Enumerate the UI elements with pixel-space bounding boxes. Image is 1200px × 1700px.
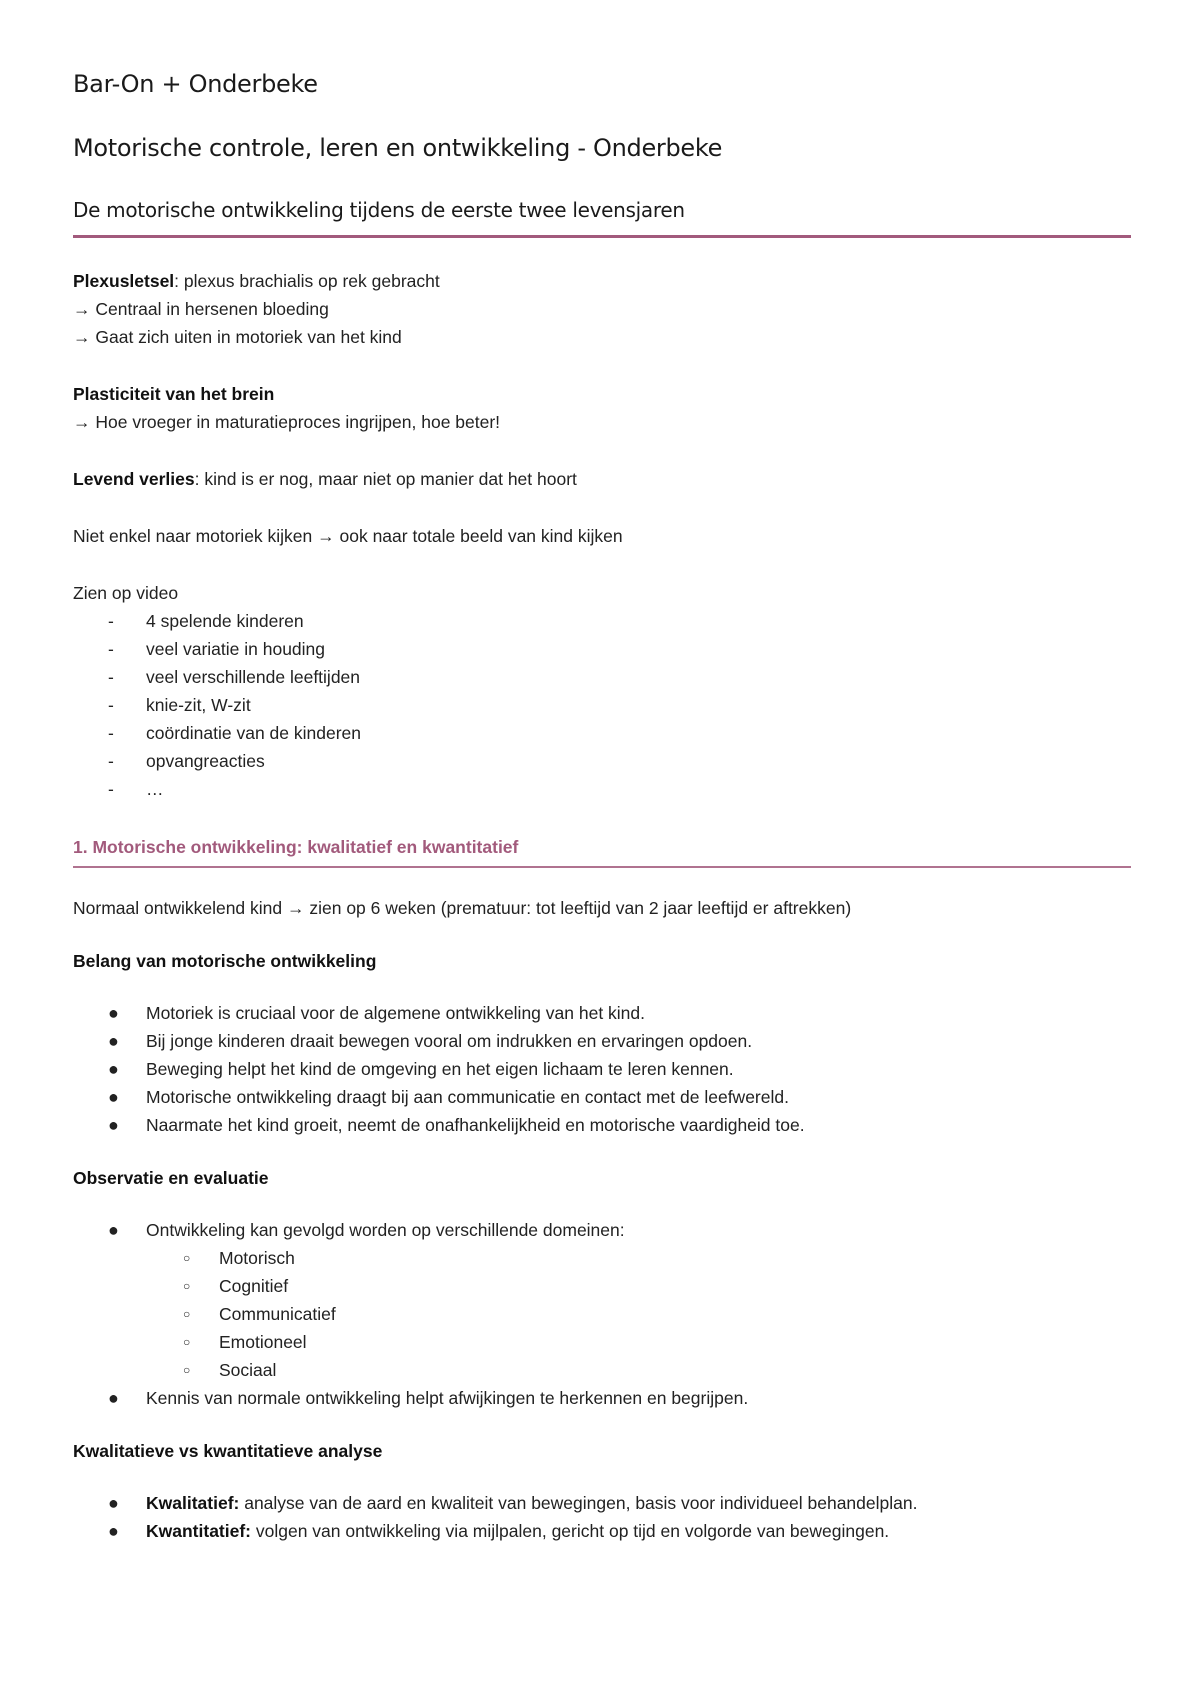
dash-marker: - <box>108 611 114 631</box>
dash-marker: - <box>108 667 114 687</box>
levend-verlies-text: : kind is er nog, maar niet op manier dat het hoort <box>194 469 577 489</box>
circle-marker: ○ <box>183 1251 191 1265</box>
levend-verlies-term: Levend verlies <box>73 469 195 489</box>
plexus-definition-text: : plexus brachialis op rek gebracht <box>174 271 440 291</box>
chapter-divider <box>73 235 1131 238</box>
circle-marker: ○ <box>183 1335 191 1349</box>
levend-verlies-definition <box>73 468 577 490</box>
bullet-marker: ● <box>108 1493 119 1513</box>
plexus-term: Plexusletsel <box>73 271 175 291</box>
section-divider <box>73 866 1131 868</box>
plexus-definition <box>73 270 440 292</box>
circle-marker: ○ <box>183 1279 191 1293</box>
dash-marker: - <box>108 779 114 799</box>
bullet-marker: ● <box>108 1031 119 1051</box>
plexus-line: → Gaat zich uiten in motoriek van het kind <box>73 327 402 347</box>
bullet-marker: ● <box>108 1087 119 1107</box>
course-title: Motorische controle, leren en ontwikkeling - Onderbeke <box>73 134 723 162</box>
circle-marker: ○ <box>183 1363 191 1377</box>
plasticity-heading: Plasticiteit van het brein <box>73 384 275 404</box>
circle-marker: ○ <box>183 1307 191 1321</box>
niet-enkel-line: Niet enkel naar motoriek kijken → ook naar totale beeld van kind kijken <box>73 526 623 546</box>
bullet-marker: ● <box>108 1521 119 1541</box>
bullet-marker: ● <box>108 1059 119 1079</box>
dash-marker: - <box>108 723 114 743</box>
dash-marker: - <box>108 751 114 771</box>
bullet-marker: ● <box>108 1220 119 1240</box>
document-title: Bar-On + Onderbeke <box>73 70 318 98</box>
belang-heading: Belang van motorische ontwikkeling <box>73 951 377 971</box>
dash-marker: - <box>108 639 114 659</box>
analyse-term: Kwalitatief: <box>146 1493 240 1513</box>
video-intro: Zien op video <box>73 583 179 603</box>
plexus-line: → Centraal in hersenen bloeding <box>73 299 329 319</box>
bullet-marker: ● <box>108 1003 119 1023</box>
document-page: Bar-On + Onderbeke Motorische controle, leren en ontwikkeling - Onderbeke De motorische ontwikkeling tijdens de eerste twee levensjaren Plexusletsel: plexus brachialis op rek gebracht → Centraal in hersenen bloeding → Gaat zich uiten in motoriek van het kind Plasticiteit van het brein → Hoe vroeger in maturatieproces ingrijpen, hoe beter! Levend verlies: kind is er nog, maar niet op manier dat het hoort Niet enkel naar motoriek kijken → ook naar totale beeld van kind kijken Zien op video - 4 spelende kinderen - veel variatie in houding - veel verschillende leeftijden - knie-zit, W-zit - coördinatie van de kinderen - opvangreacties - … 1. Motorische ontwikkeling: kwalitatief en kwantitatief Normaal ontwikkelend kind → zien op 6 weken (prematuur: tot leeftijd van 2 jaar leeftijd er aftrekken) Belang van motorische ontwikkeling ● Motoriek is cruciaal voor de algemene ontwikkeling van het kind. ● Bij jonge kinderen draait bewegen vooral om indrukken en ervaringen opdoen. ● Beweging helpt het kind de omgeving en het eigen lichaam te leren kennen. ● Motorische ontwikkeling draagt bij aan communicatie en contact met de leefwereld. ● Naarmate het kind groeit, neemt de onafhankelijkheid en motorische vaardigheid toe. Observatie en evaluatie ● Ontwikkeling kan gevolgd worden op verschillende domeinen: ○ Motorisch ○ Cognitief ○ Communicatief ○ Emotioneel ○ Sociaal ● Kennis van normale ontwikkeling helpt afwijkingen te herkennen en begrijpen. Kwalitatieve vs kwantitatieve analyse ● Kwalitatief: analyse van de aard en kwaliteit van bewegingen, basis voor individueel behandelplan. ● Kwantitatief: volgen van ontwikkeling via mijlpalen, gericht op tijd en volgorde van bewegingen. <box>0 0 1200 1700</box>
dash-marker: - <box>108 695 114 715</box>
analyse-heading: Kwalitatieve vs kwantitatieve analyse <box>73 1441 383 1461</box>
bullet-marker: ● <box>108 1388 119 1408</box>
chapter-title: De motorische ontwikkeling tijdens de eerste twee levensjaren <box>73 198 685 222</box>
bullet-marker: ● <box>108 1115 119 1135</box>
section-intro: Normaal ontwikkelend kind → zien op 6 weken (prematuur: tot leeftijd van 2 jaar leeftijd er aftrekken) <box>73 898 852 918</box>
section-heading: 1. Motorische ontwikkeling: kwalitatief en kwantitatief <box>73 837 519 857</box>
plasticity-line: → Hoe vroeger in maturatieproces ingrijpen, hoe beter! <box>73 412 501 432</box>
analyse-term: Kwantitatief: <box>146 1521 251 1541</box>
observatie-heading: Observatie en evaluatie <box>73 1168 269 1188</box>
